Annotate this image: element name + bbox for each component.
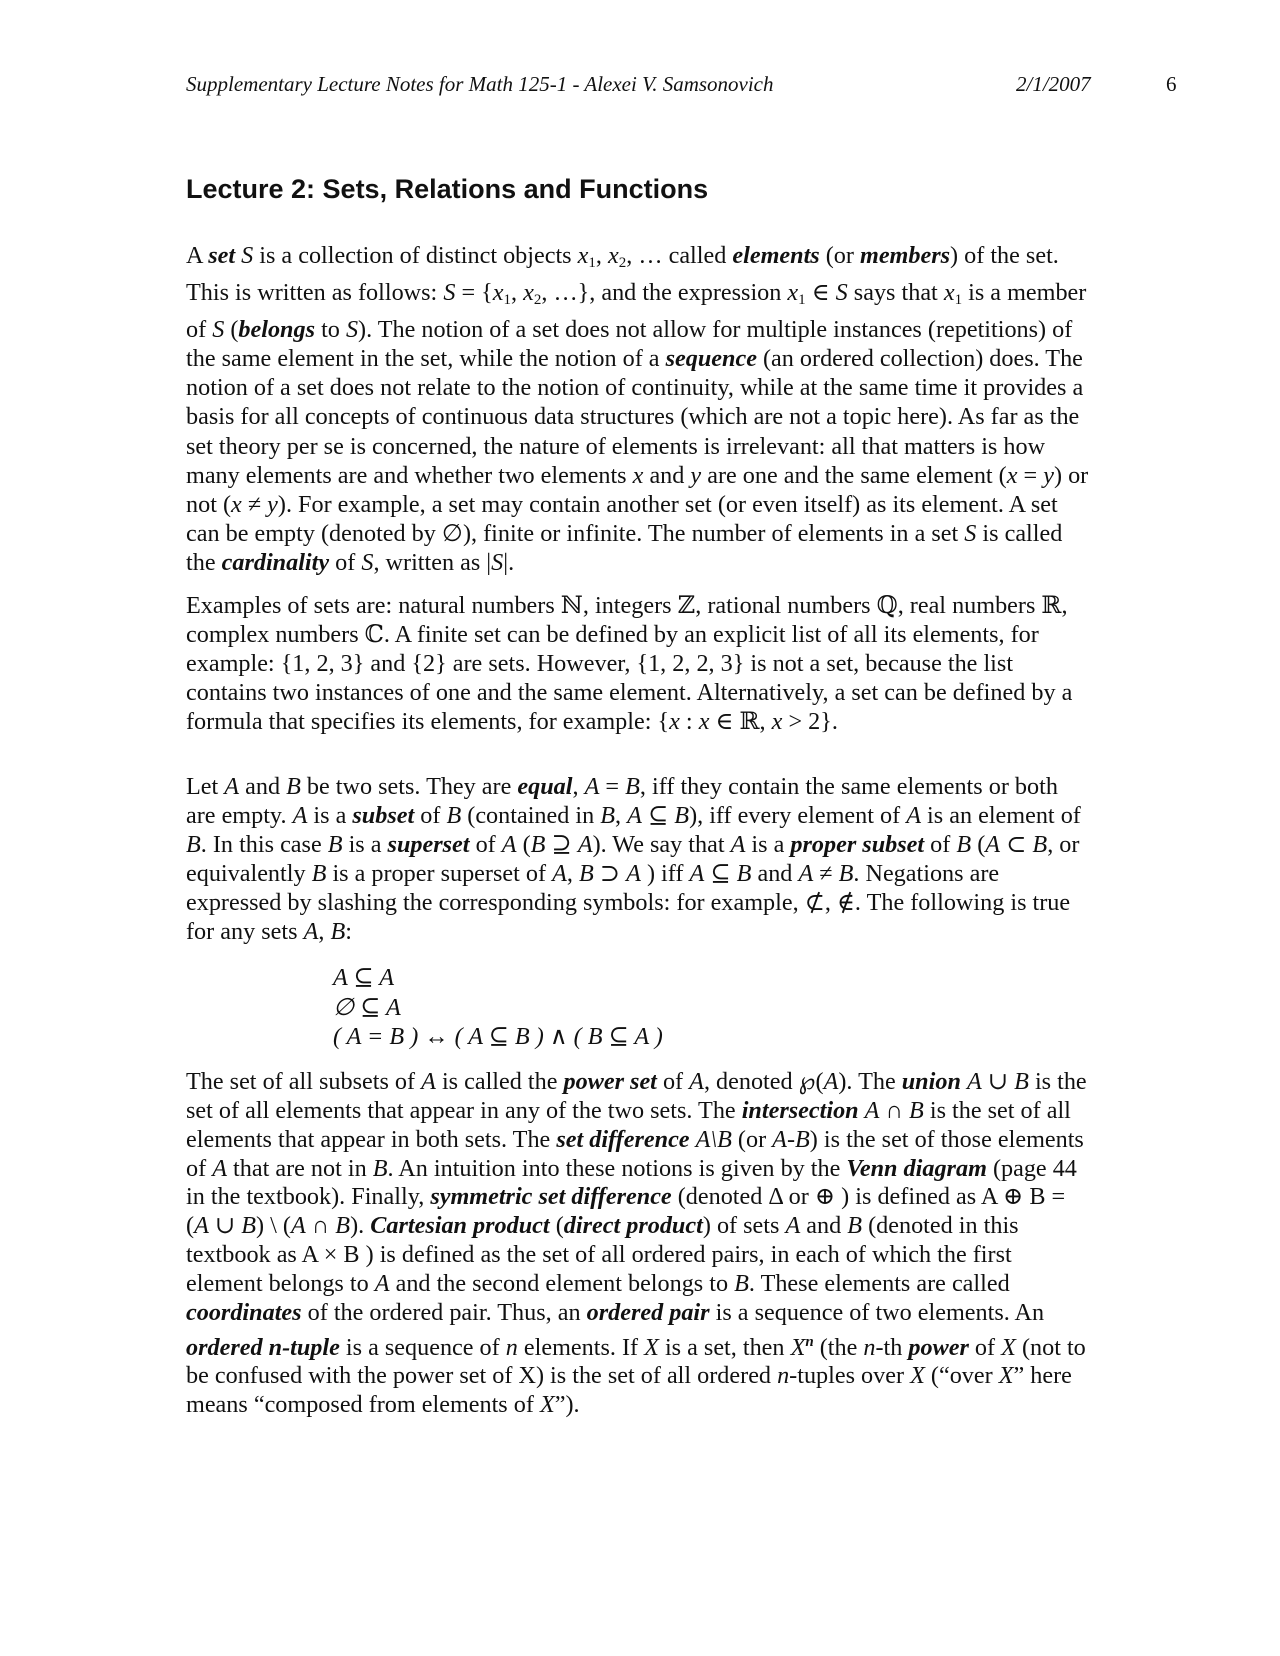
paragraph-set-definition: A set S is a collection of distinct objects $x_1$, $x_2$, … called elements (or members) of the set. This is written as follows: $S = \{x_1$, $x_2$, …}, and the expression $x_1$ ∈ S says that $x_1$ is a member of S (belongs to S). The notion of a set does not allow for multiple instances (repetitions) of the same element in the set, while the notion of a sequence (an ordered collection) does. The notion of a set does not relate to the notion of continuity, while at the same time it provides a basis for all concepts of continuous data structures (which are not a topic here). As far as the set theory per se is concerned, the nature of elements is irrelevant: all that matters is how many elements are and whether two elements x and y are one and the same element (x = y) or not (x ≠ y). For example, a set may contain another set (or even itself) as its element. A set can be empty (denoted by ∅), finite or infinite. The number of elements in a set S is called the cardinality of S, written as |S|. — [186, 242, 1089, 576]
running-header — [186, 72, 1186, 102]
display-equations — [333, 963, 833, 1052]
term-direct-product: direct product — [563, 1212, 703, 1240]
paragraph-subsets: Let A and B be two sets. They are equal, A = B, iff they contain the same elements or both are empty. A is a subset of B (contained in B, A ⊆ B), iff every element of A is an element of B. In this case B is a superset of A (B ⊇ A). We say that A is a proper subset of B (A ⊂ B, or equivalently B is a proper superset of A, B ⊃ A ) iff A ⊆ B and A ≠ B. Negations are expressed by slashing the corresponding symbols: for example, ⊄, ∉. The following is true for any sets A, B: — [186, 773, 1081, 946]
term-ordered-n-tuple: ordered n-tuple — [186, 1333, 340, 1361]
term-belongs: belongs — [238, 316, 316, 344]
term-superset: superset — [387, 831, 470, 859]
term-equal: equal — [517, 773, 573, 800]
term-intersection: intersection — [741, 1096, 859, 1124]
paragraph-set-operations: The set of all subsets of A is called the power set of A, denoted ℘(A). The union A ∪ B is the set of all elements that appear in any of the two sets. The intersection A ∩ B is the set of all elements that appear in both sets. The set difference A\B (or A-B) is the set of those elements of A that are not in B. An intuition into these notions is given by the Venn diagram (page 44 in the textbook). Finally, symmetric set difference (denoted Δ or ⊕ ) is defined as A ⊕ B = (A ∪ B) \ (A ∩ B). Cartesian product (direct product) of sets A and B (denoted in this textbook as A × B ) is defined as the set of all ordered pairs, in each of which the first element belongs to A and the second element belongs to B. These elements are called coordinates of the ordered pair. Thus, an ordered pair is a sequence of two elements. An ordered n-tuple is a sequence of n elements. If X is a set, then $X^n$ (the n-th power of X (not to be confused with the power set of X) is the set of all ordered n-tuples over X (“over X” here means “composed from elements of X”). — [186, 1068, 1087, 1419]
term-cardinality: cardinality — [221, 548, 330, 576]
term-coordinates: coordinates — [186, 1298, 302, 1326]
header-date: 2/1/2007 — [1016, 72, 1091, 96]
term-set: set — [208, 242, 236, 269]
term-power-set: power set — [563, 1068, 657, 1095]
term-ordered-pair: ordered pair — [586, 1298, 710, 1326]
page-number: 6 — [1166, 72, 1177, 96]
term-symmetric-difference: symmetric set difference — [430, 1183, 672, 1211]
term-set-difference: set difference — [556, 1125, 690, 1153]
equation-equality: ( A = B ) ↔ ( A ⊆ B ) ∧ ( B ⊆ A ) — [333, 1023, 663, 1050]
term-subset: subset — [352, 802, 415, 830]
term-sequence: sequence — [665, 345, 757, 373]
term-venn-diagram: Venn diagram — [846, 1154, 987, 1182]
term-proper-subset: proper subset — [790, 831, 925, 859]
equation-reflexive: A ⊆ A — [333, 964, 395, 991]
equation-empty-subset: ∅ ⊆ A — [333, 993, 401, 1021]
term-elements: elements — [732, 242, 820, 269]
lecture-title: Lecture 2: Sets, Relations and Functions — [186, 174, 709, 204]
running-title: Supplementary Lecture Notes for Math 125-1 - Alexei V. Samsonovich — [186, 72, 774, 96]
term-union: union — [901, 1068, 961, 1095]
paragraph-set-examples: Examples of sets are: natural numbers ℕ, integers ℤ, rational numbers ℚ, real numbers ℝ, complex numbers ℂ. A finite set can be defined by an explicit list of all its elements, for example: {1, 2, 3} and {2} are sets. However, {1, 2, 2, 3} is not a set, because the list contains two instances of one and the same element. Alternatively, a set can be defined by a formula that specifies its elements, for example: {x : x ∈ ℝ, x > 2}. — [186, 592, 1073, 736]
term-cartesian-product: Cartesian product — [370, 1212, 550, 1240]
term-power: power — [908, 1333, 969, 1361]
term-members: members — [860, 242, 951, 269]
